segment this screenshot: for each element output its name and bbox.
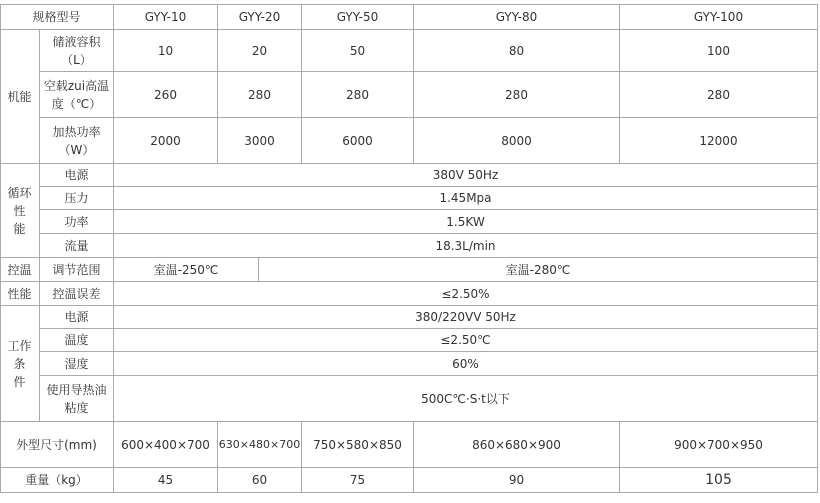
group-temp-control-2: 性能	[0, 282, 40, 306]
row-label-capacity: 储液容积 （L）	[40, 30, 114, 72]
heat-power-gyy80: 8000	[414, 118, 620, 164]
row-label-oil-viscosity: 使用导热油 粘度	[40, 376, 114, 422]
flow-value: 18.3L/min	[114, 234, 818, 258]
row-label-adjust-range: 调节范围	[40, 258, 114, 282]
row-label-circ-power-supply: 电源	[40, 164, 114, 187]
header-model-gyy100: GYY-100	[620, 4, 818, 30]
max-temp-gyy80: 280	[414, 72, 620, 118]
row-label-work-power-supply: 电源	[40, 306, 114, 329]
group-circulation: 循环性 能	[0, 164, 40, 258]
weight-gyy20: 60	[218, 468, 302, 493]
row-label-pressure: 压力	[40, 187, 114, 210]
capacity-gyy100: 100	[620, 30, 818, 72]
dimensions-gyy100: 900×700×950	[620, 422, 818, 468]
row-label-control-error: 控温误差	[40, 282, 114, 306]
row-label-weight: 重量（kg）	[0, 468, 114, 493]
pressure-value: 1.45Mpa	[114, 187, 818, 210]
heat-power-gyy20: 3000	[218, 118, 302, 164]
weight-gyy10: 45	[114, 468, 218, 493]
heat-power-gyy50: 6000	[302, 118, 414, 164]
row-label-humidity: 湿度	[40, 352, 114, 376]
row-label-flow: 流量	[40, 234, 114, 258]
adjust-range-value-a: 室温-250℃	[114, 258, 259, 282]
row-label-dimensions: 外型尺寸(mm)	[0, 422, 114, 468]
header-model-gyy80: GYY-80	[414, 4, 620, 30]
row-label-heat-power: 加热功率 （W）	[40, 118, 114, 164]
dimensions-gyy50: 750×580×850	[302, 422, 414, 468]
oil-viscosity-value: 500C℃·S·t以下	[114, 376, 818, 422]
heat-power-gyy100: 12000	[620, 118, 818, 164]
power-value: 1.5KW	[114, 210, 818, 234]
dimensions-gyy10: 600×400×700	[114, 422, 218, 468]
max-temp-gyy10: 260	[114, 72, 218, 118]
row-label-max-temp: 空载zui高温 度（℃）	[40, 72, 114, 118]
adjust-range-value-b: 室温-280℃	[259, 258, 818, 282]
group-machine: 机能	[0, 30, 40, 164]
row-label-power: 功率	[40, 210, 114, 234]
weight-gyy100: 105	[620, 468, 818, 493]
group-temp-control-1: 控温	[0, 258, 40, 282]
max-temp-gyy100: 280	[620, 72, 818, 118]
capacity-gyy50: 50	[302, 30, 414, 72]
control-error-value: ≤2.50%	[114, 282, 818, 306]
weight-gyy50: 75	[302, 468, 414, 493]
capacity-gyy80: 80	[414, 30, 620, 72]
work-temp-value: ≤2.50℃	[114, 329, 818, 352]
dimensions-gyy20: 630×480×700	[218, 422, 302, 468]
weight-gyy80: 90	[414, 468, 620, 493]
row-label-work-temp: 温度	[40, 329, 114, 352]
max-temp-gyy50: 280	[302, 72, 414, 118]
capacity-gyy20: 20	[218, 30, 302, 72]
group-work-conditions: 工作条 件	[0, 306, 40, 422]
header-model-gyy50: GYY-50	[302, 4, 414, 30]
header-model-gyy10: GYY-10	[114, 4, 218, 30]
circ-power-supply-value: 380V 50Hz	[114, 164, 818, 187]
humidity-value: 60%	[114, 352, 818, 376]
max-temp-gyy20: 280	[218, 72, 302, 118]
work-power-supply-value: 380/220VV 50Hz	[114, 306, 818, 329]
heat-power-gyy10: 2000	[114, 118, 218, 164]
capacity-gyy10: 10	[114, 30, 218, 72]
header-model-gyy20: GYY-20	[218, 4, 302, 30]
dimensions-gyy80: 860×680×900	[414, 422, 620, 468]
header-spec-label: 规格型号	[0, 4, 114, 30]
